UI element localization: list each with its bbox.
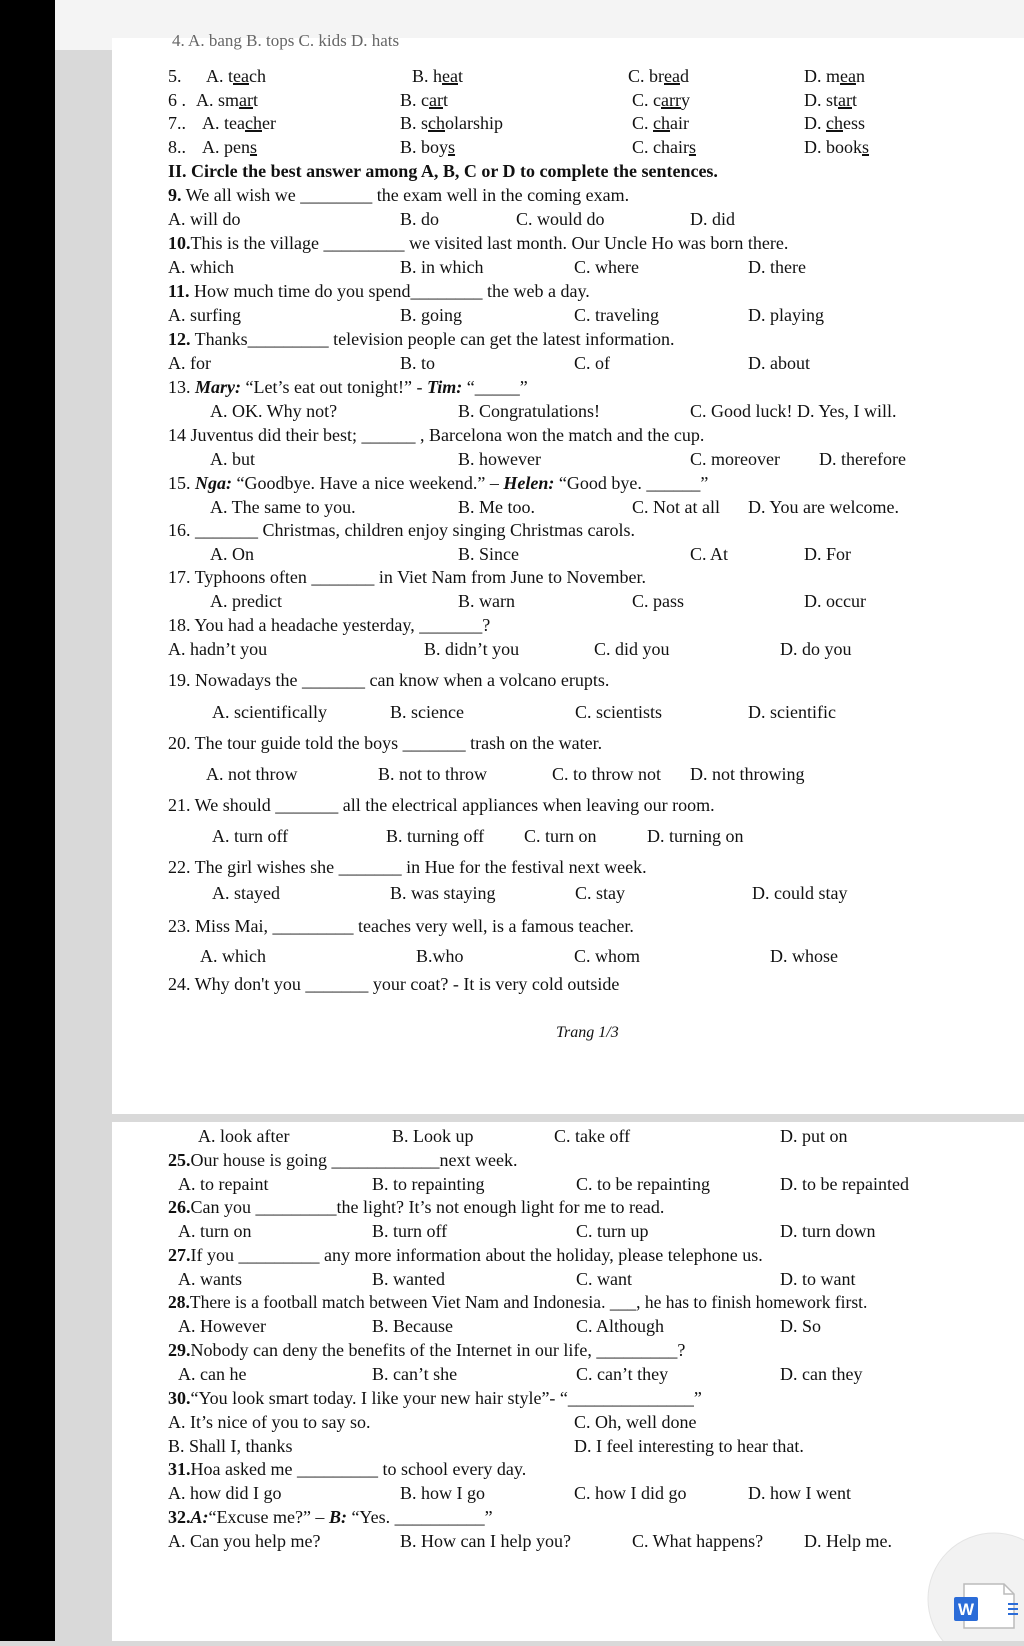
q21-option-d: D. turning on [647,826,744,846]
q16-option-d: D. For [804,544,852,564]
q30-option-b: B. Shall I, thanks [168,1436,293,1456]
q22-option-d: D. could stay [752,883,848,903]
q9-option-d: D. did [690,209,735,229]
q16-option-c: C. At [690,544,729,564]
q8-option-b: B. boys [400,137,456,157]
q29-stem: 29.Nobody can deny the benefits of the Internet in our life, _________? [168,1340,686,1360]
q25-option-a: A. to repaint [178,1174,269,1194]
q26-option-d: D. turn down [780,1221,876,1241]
q21-option-c: C. turn on [524,826,597,846]
q8-number: 8.. [168,137,186,157]
q21-option-a: A. turn off [212,826,289,846]
q5-number: 5. [168,66,182,86]
q26-stem: 26.Can you _________the light? It’s not enough light for me to read. [168,1197,665,1217]
q13-option-a: A. OK. Why not? [210,401,338,421]
page-footer: Trang 1/3 [556,1024,619,1041]
q7-number: 7.. [168,113,186,133]
q7-option-d: D. chess [804,113,865,133]
q31-option-d: D. how I went [748,1483,851,1503]
q8-option-d: D. books [804,137,870,157]
q6-number: 6 . [168,90,186,110]
q17-option-b: B. warn [458,591,515,611]
q24-option-a: A. look after [198,1126,290,1146]
q19-option-d: D. scientific [748,702,836,722]
q8-option-a: A. pens [202,137,258,157]
q19-option-a: A. scientifically [212,702,327,722]
q25-option-c: C. to be repainting [576,1174,710,1194]
q21-option-b: B. turning off [386,826,485,846]
q5-option-b: B. heat [412,66,464,86]
q13-option-cd: C. Good luck! D. Yes, I will. [690,401,897,421]
q15-option-d: D. You are welcome. [748,497,899,517]
q10-option-c: C. where [574,257,639,277]
q11-option-b: B. going [400,305,463,325]
q29-option-a: A. can he [178,1364,247,1384]
q10-option-b: B. in which [400,257,484,277]
q12-option-b: B. to [400,353,436,373]
q27-stem: 27.If you _________ any more information about the holiday, please telephone us. [168,1245,763,1265]
q22-option-b: B. was staying [390,883,496,903]
q9-option-b: B. do [400,209,440,229]
q15-option-a: A. The same to you. [210,497,356,517]
q30-option-a: A. It’s nice of you to say so. [168,1412,371,1432]
q9-option-c: C. would do [516,209,605,229]
q22-option-c: C. stay [575,883,626,903]
q16-option-b: B. Since [458,544,519,564]
q29-option-c: C. can’t they [576,1364,669,1384]
q9-option-a: A. will do [168,209,241,229]
q28-option-b: B. Because [372,1316,453,1336]
q31-option-c: C. how I did go [574,1483,687,1503]
q32-option-d: D. Help me. [804,1531,892,1551]
q29-option-b: B. can’t she [372,1364,458,1384]
q25-option-d: D. to be repainted [780,1174,909,1194]
q6-option-c: C. carry [632,90,690,110]
q19-stem: 19. Nowadays the _______ can know when a volcano erupts. [168,670,610,690]
q12-stem: 12. Thanks_________ television people can get the latest information. [168,329,675,349]
q17-option-a: A. predict [210,591,282,611]
q7-option-a: A. teacher [202,113,276,133]
q23-option-c: C. whom [574,946,641,966]
q27-option-b: B. wanted [372,1269,445,1289]
q27-option-a: A. wants [178,1269,242,1289]
q14-option-b: B. however [458,449,541,469]
q14-option-c: C. moreover [690,449,780,469]
q10-option-a: A. which [168,257,234,277]
q8-option-c: C. chairs [632,137,696,157]
q19-option-c: C. scientists [575,702,663,722]
q17-option-d: D. occur [804,591,866,611]
q18-option-d: D. do you [780,639,852,659]
q15-stem: 15. Nga: “Goodbye. Have a nice weekend.” – Helen: “Good bye. ______” [168,473,709,493]
q18-option-a: A. hadn’t you [168,639,268,659]
q26-option-a: A. turn on [178,1221,252,1241]
q30-option-c: C. Oh, well done [574,1412,697,1432]
q27-option-d: D. to want [780,1269,856,1289]
q15-option-c: C. Not at all [632,497,720,517]
q25-stem: 25.Our house is going ____________next week. [168,1150,518,1170]
q9-stem: 9. We all wish we ________ the exam well in the coming exam. [168,185,630,205]
q17-stem: 17. Typhoons often _______ in Viet Nam from June to November. [168,567,646,587]
q17-option-c: C. pass [632,591,685,611]
q32-option-a: A. Can you help me? [168,1531,321,1551]
q23-stem: 23. Miss Mai, _________ teaches very well, is a famous teacher. [168,916,634,936]
document-page-2 [112,1122,1024,1641]
q12-option-d: D. about [748,353,810,373]
q14-stem: 14 Juventus did their best; ______ , Barcelona won the match and the cup. [168,425,705,445]
q28-option-d: D. So [780,1316,822,1336]
q5-option-d: D. mean [804,66,865,86]
q15-option-b: B. Me too. [458,497,536,517]
q6-option-b: B. cart [400,90,448,110]
q5-option-a: A. teach [206,66,266,86]
q20-option-a: A. not throw [206,764,298,784]
q24-option-b: B. Look up [392,1126,474,1146]
q31-option-a: A. how did I go [168,1483,282,1503]
q11-option-a: A. surfing [168,305,241,325]
q18-stem: 18. You had a headache yesterday, _______? [168,615,491,635]
cut-off-question-4: 4. A. bang B. tops C. kids D. hats [172,31,400,50]
q18-option-b: B. didn’t you [424,639,520,659]
document-page-1 [112,31,1024,1114]
q11-stem: 11. How much time do you spend________ the web a day. [168,281,590,301]
q13-stem: 13. Mary: “Let’s eat out tonight!” - Tim: “_____” [168,377,528,397]
q32-option-c: C. What happens? [632,1531,764,1551]
q6-option-a: A. smart [196,90,259,110]
q16-stem: 16. _______ Christmas, children enjoy singing Christmas carols. [168,520,635,540]
q23-option-a: A. which [200,946,266,966]
q24-stem: 24. Why don't you _______ your coat? - It is very cold outside [168,974,620,994]
q14-option-a: A. but [210,449,255,469]
q32-stem: 32.A:“Excuse me?” – B: “Yes. __________” [168,1507,493,1527]
q22-stem: 22. The girl wishes she _______ in Hue for the festival next week. [168,857,647,877]
q20-option-c: C. to throw not [552,764,662,784]
q24-option-c: C. take off [554,1126,631,1146]
q12-option-c: C. of [574,353,610,373]
q24-option-d: D. put on [780,1126,848,1146]
q31-stem: 31.Hoa asked me _________ to school every day. [168,1459,527,1479]
q23-option-d: D. whose [770,946,838,966]
q27-option-c: C. want [576,1269,632,1289]
q19-option-b: B. science [390,702,464,722]
q23-option-b: B.who [416,946,464,966]
q22-option-a: A. stayed [212,883,280,903]
q25-option-b: B. to repainting [372,1174,485,1194]
left-black-bar [0,0,55,1641]
q20-stem: 20. The tour guide told the boys _______ trash on the water. [168,733,603,753]
word-file-icon[interactable] [924,1524,1024,1641]
q26-option-b: B. turn off [372,1221,448,1241]
q10-stem: 10.This is the village _________ we visited last month. Our Uncle Ho was born there. [168,233,789,253]
q14-option-d: D. therefore [819,449,906,469]
q11-option-c: C. traveling [574,305,659,325]
q18-option-c: C. did you [594,639,670,659]
q30-stem: 30.“You look smart today. I like your new hair style”- “______________” [168,1388,702,1408]
q28-stem: 28.There is a football match between Viet Nam and Indonesia. ___, he has to finish homework first. [168,1292,868,1312]
q12-option-a: A. for [168,353,211,373]
q20-option-d: D. not throwing [690,764,805,784]
q11-option-d: D. playing [748,305,824,325]
q29-option-d: D. can they [780,1364,863,1384]
word-icon-letter: W [957,1600,975,1619]
q6-option-d: D. start [804,90,858,110]
q26-option-c: C. turn up [576,1221,649,1241]
q30-option-d: D. I feel interesting to hear that. [574,1436,804,1456]
q32-option-b: B. How can I help you? [400,1531,571,1551]
q21-stem: 21. We should _______ all the electrical appliances when leaving our room. [168,795,715,815]
q10-option-d: D. there [748,257,806,277]
q7-option-b: B. scholarship [400,113,504,133]
q13-option-b: B. Congratulations! [458,401,600,421]
q7-option-c: C. chair [632,113,689,133]
q31-option-b: B. how I go [400,1483,485,1503]
q28-option-a: A. However [178,1316,266,1336]
q28-option-c: C. Although [576,1316,665,1336]
q20-option-b: B. not to throw [378,764,488,784]
section-2-heading: II. Circle the best answer among A, B, C or D to complete the sentences. [168,161,718,181]
q5-option-c: C. bread [628,66,689,86]
q16-option-a: A. On [210,544,254,564]
